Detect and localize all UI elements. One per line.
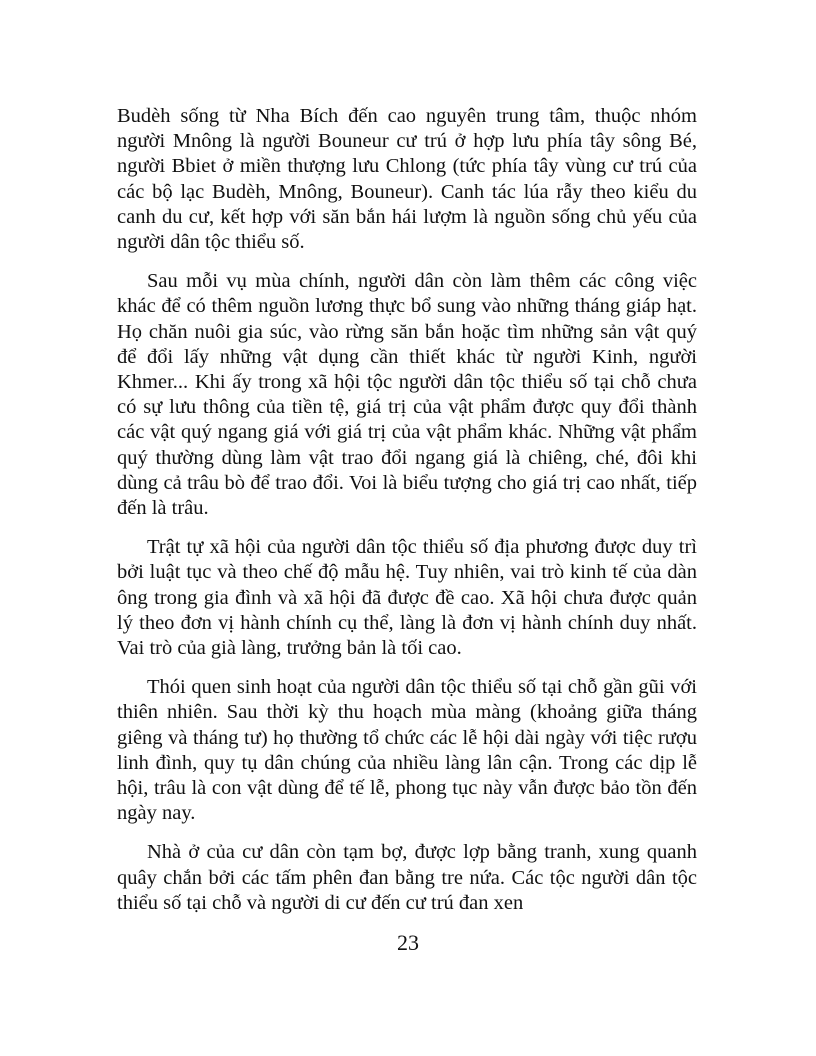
page-body bbox=[117, 104, 697, 916]
paragraph-4: Thói quen sinh hoạt của người dân tộc thiểu số tại chỗ gần gũi với thiên nhiên. Sau thời kỳ thu hoạch mùa màng (khoảng giữa tháng giêng và tháng tư) họ thường tổ chức các lễ hội dài ngày với tiệc rượu linh đình, quy tụ dân chúng của nhiều làng lân cận. Trong các dịp lễ hội, trâu là con vật dùng để tế lễ, phong tục này vẫn được bảo tồn đến ngày nay. bbox=[117, 676, 697, 825]
paragraph-1: Budèh sống từ Nha Bích đến cao nguyên trung tâm, thuộc nhóm người Mnông là người Bouneur cư trú ở hợp lưu phía tây sông Bé, người Bbiet ở miền thượng lưu Chlong (tức phía tây vùng cư trú của các bộ lạc Budèh, Mnông, Bouneur). Canh tác lúa rẫy theo kiểu du canh du cư, kết hợp với săn bắn hái lượm là nguồn sống chủ yếu của người dân tộc thiểu số. bbox=[117, 105, 697, 254]
paragraph-2: Sau mỗi vụ mùa chính, người dân còn làm thêm các công việc khác để có thêm nguồn lương thực bổ sung vào những tháng giáp hạt. Họ chăn nuôi gia súc, vào rừng săn bắn hoặc tìm những sản vật quý để đổi lấy những vật dụng cần thiết khác từ người Kinh, người Khmer... Khi ấy trong xã hội tộc người dân tộc thiểu số tại chỗ chưa có sự lưu thông của tiền tệ, giá trị của vật phẩm được quy đổi thành các vật quý ngang giá với giá trị của vật phẩm khác. Những vật phẩm quý thường dùng làm vật trao đổi ngang giá là chiêng, ché, đôi khi dùng cả trâu bò để trao đổi. Voi là biểu tượng cho giá trị cao nhất, tiếp đến là trâu. bbox=[117, 270, 697, 520]
page-number: 23 bbox=[397, 930, 419, 955]
paragraph-3: Trật tự xã hội của người dân tộc thiểu số địa phương được duy trì bởi luật tục và theo chế độ mẫu hệ. Tuy nhiên, vai trò kinh tế của dàn ông trong gia đình và xã hội đã được đề cao. Xã hội chưa được quản lý theo đơn vị hành chính cụ thể, làng là đơn vị hành chính duy nhất. Vai trò của già làng, trưởng bản là tối cao. bbox=[117, 536, 697, 660]
paragraph-5: Nhà ở của cư dân còn tạm bợ, được lợp bằng tranh, xung quanh quây chắn bởi các tấm phên đan bằng tre nứa. Các tộc người dân tộc thiểu số tại chỗ và người di cư đến cư trú đan xen bbox=[117, 841, 697, 914]
